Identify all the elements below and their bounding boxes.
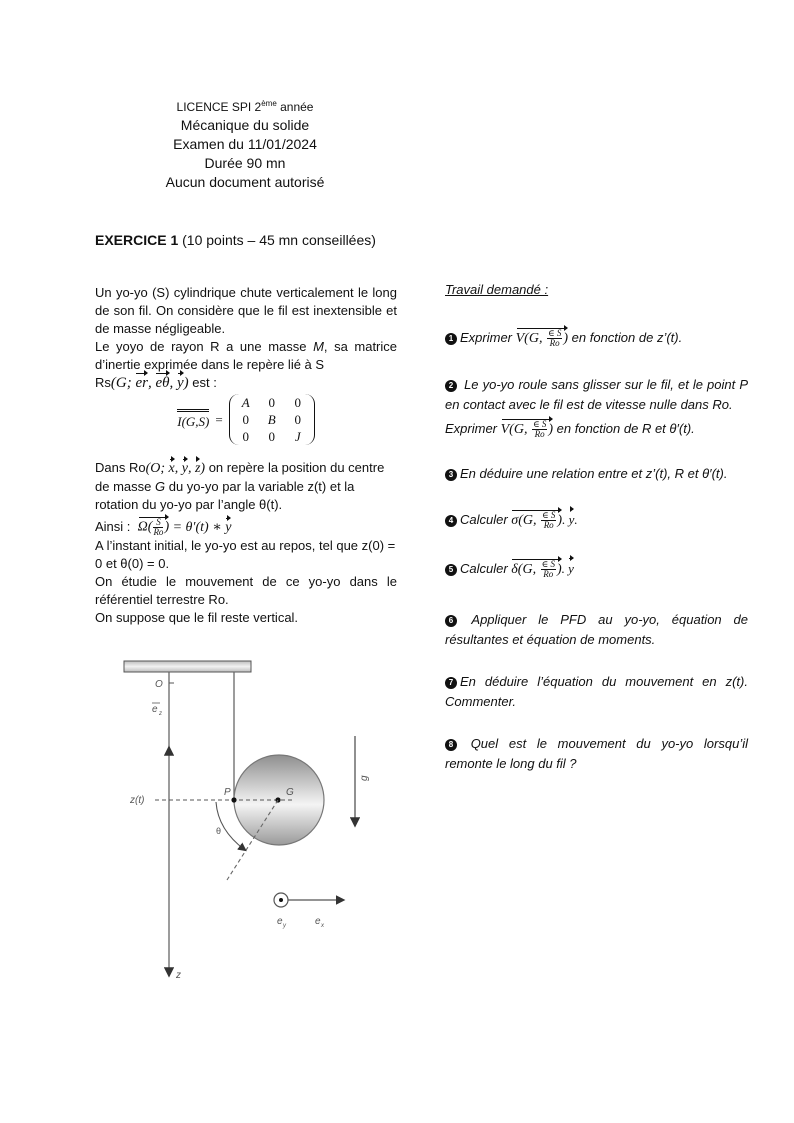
question-2-line2: Exprimer V(G, $\frac{\in S}{Ro}$ ) en fonction de R et θ′(t). — [445, 419, 695, 440]
number-badge-icon: 4 — [445, 515, 457, 527]
svg-text:e: e — [277, 916, 283, 927]
svg-text:z: z — [176, 970, 181, 981]
inertia-tensor-label: I(G,S) — [177, 409, 209, 431]
statement-paragraph-2: Le yoyo de rayon R a une masse M, sa matrice d’inertie exprimée dans le repère lié à S — [95, 339, 398, 372]
svg-text:z: z — [159, 711, 162, 717]
problem-statement — [95, 284, 397, 627]
question-8: 8 Quel est le mouvement du yo-yo lorsqu’il remonte le long du fil ? — [445, 736, 748, 771]
work-requested — [445, 280, 748, 796]
question-2: 2 Le yo-yo roule sans glisser sur le fil, et le point P en contact avec le fil est de vitesse nulle dans Ro. — [445, 377, 748, 412]
inertia-matrix-equation: I(G,S) = A 0 0 0 B 0 0 0 J — [95, 394, 397, 445]
svg-text:x: x — [321, 923, 324, 929]
question-6: 6 Appliquer le PFD au yo-yo, équation de résultantes et équation de moments. — [445, 612, 748, 647]
svg-text:z(t): z(t) — [130, 795, 145, 806]
number-badge-icon: 2 — [445, 380, 457, 392]
exam-header — [140, 95, 350, 192]
svg-text:g: g — [359, 775, 370, 781]
svg-text:O: O — [155, 679, 163, 690]
question-3: 3 En déduire une relation entre et z’(t), R et θ′(t). — [445, 464, 748, 484]
exam-duration: Durée 90 mn — [204, 155, 286, 171]
number-badge-icon: 5 — [445, 564, 457, 576]
omega-equation: Ainsi : Ω( $\frac{S}{Ro}$ ) = θ′(t) ∗ y — [95, 517, 232, 538]
question-7: 7 En déduire l’équation du mouvement en z(t). Commenter. — [445, 674, 748, 709]
program-line: LICENCE SPI 2ème année — [176, 99, 314, 114]
exam-rules: Aucun document autorisé — [165, 174, 325, 190]
svg-text:P: P — [224, 787, 231, 798]
statement-paragraph-1: Un yo-yo (S) cylindrique chute verticalement le long de son fil. On considère que le fil est inextensible et de masse négligeable. — [95, 285, 397, 336]
number-badge-icon: 3 — [445, 469, 457, 481]
question-1: 1 Exprimer V(G, $\frac{\in S}{Ro}$ ) en fonction de z’(t). — [445, 328, 748, 349]
statement-paragraph-5: On étudie le mouvement de ce yo-yo dans le référentiel terrestre Ro. — [95, 574, 397, 608]
question-4: 4 Calculer σ(G, $\frac{\in S}{Ro}$ ). y. — [445, 510, 748, 531]
number-badge-icon: 7 — [445, 677, 457, 689]
yoyo-diagram — [110, 650, 400, 990]
course-title: Mécanique du solide — [180, 117, 310, 133]
svg-text:G: G — [286, 787, 294, 798]
question-5: 5 Calculer δ(G, $\frac{\in S}{Ro}$ ). y — [445, 559, 748, 580]
statement-paragraph-4: A l’instant initial, le yo-yo est au repos, tel que z(0) = 0 et θ(0) = 0. — [95, 538, 396, 572]
svg-text:e: e — [152, 704, 158, 715]
svg-text:y: y — [283, 923, 286, 929]
statement-paragraph-6: On suppose que le fil reste vertical. — [95, 610, 299, 626]
number-badge-icon: 1 — [445, 333, 457, 345]
number-badge-icon: 8 — [445, 739, 457, 751]
statement-basis-line: Rs(G; er, eθ, y) est : — [95, 375, 217, 391]
exercise-title: EXERCICE 1 (10 points – 45 mn conseillées) — [95, 232, 376, 248]
svg-text:θ: θ — [216, 826, 222, 836]
number-badge-icon: 6 — [445, 615, 457, 627]
inertia-matrix: A 0 0 0 B 0 0 0 J — [229, 394, 315, 445]
svg-text:e: e — [315, 916, 321, 927]
statement-paragraph-3: Dans Ro(O; x, y, z) on repère la position du centre de masse G du yo-yo par la variable z(t) et la rotation du yo-yo par l’angle θ(t). — [95, 460, 385, 512]
work-title: Travail demandé : — [445, 282, 549, 297]
ceiling-bar — [124, 661, 251, 672]
exam-date: Examen du 11/01/2024 — [173, 136, 317, 152]
